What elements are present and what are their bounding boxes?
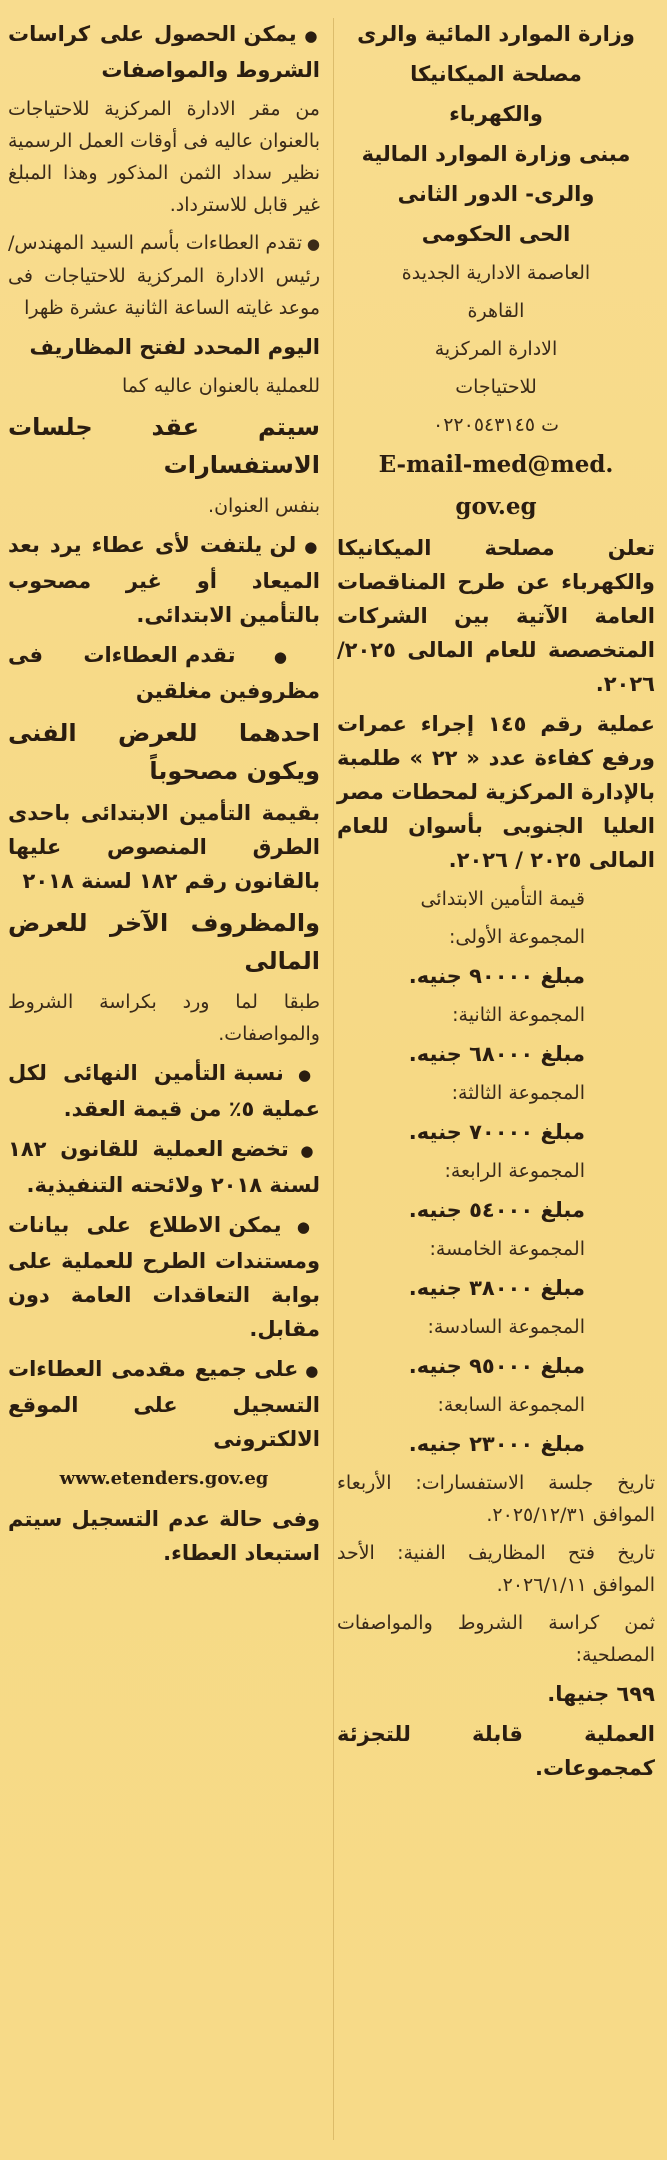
etenders-website: www.etenders.gov.eg <box>59 1468 269 1489</box>
registration-consequence: وفى حالة عدم التسجيل سيتم استبعاد العطاء. <box>8 1507 320 1565</box>
bullet-submit-bids: ● تقدم العطاءات بأسم السيد المهندس/ رئيس الادارة المركزية للاحتياجات فى موعد غايته الساعة الثانية عشرة ظهرا <box>8 224 320 327</box>
bullet-final-insurance: ● نسبة التأمين النهائى لكل عملية ٥٪ من قيمة العقد. <box>8 1053 320 1129</box>
bullet-obtain-booklets: ● يمكن الحصول على كراسات الشروط والمواصفات <box>8 14 320 90</box>
bullet-late-bids: ● لن يلتفت لأى عطاء يرد بعد الميعاد أو غير مصحوب بالتأمين الابتدائى. <box>8 525 320 635</box>
email-line-2: gov.eg <box>455 493 537 520</box>
group-amount: مبلغ ٣٨٠٠٠ جنيه. <box>408 1276 585 1300</box>
group-name: المجموعة الرابعة: <box>444 1160 585 1182</box>
opening-date: تاريخ فتح المظاريف الفنية: الأحد الموافق ٢٠٢٦/١/١١. <box>337 1542 655 1596</box>
booklet-price-label: ثمن كراسة الشروط والمواصفات المصلحية: <box>337 1612 655 1666</box>
group-name: المجموعة الخامسة: <box>429 1238 585 1260</box>
deposit-title: قيمة التأمين الابتدائى <box>420 888 585 910</box>
same-address: بنفس العنوان. <box>208 495 320 517</box>
address-line-2: والرى- الدور الثانى <box>397 182 595 206</box>
bullet-law: ● تخضع العملية للقانون ١٨٢ لسنة ٢٠١٨ ولائحته التنفيذية. <box>8 1129 320 1205</box>
technical-envelope: احدهما للعرض الفنى ويكون مصحوباً <box>8 719 320 785</box>
bullet-two-envelopes: ● تقدم العطاءات فى مظروفين مغلقين <box>8 635 320 711</box>
group-amount: مبلغ ٩٥٠٠٠ جنيه. <box>408 1354 585 1378</box>
right-column <box>337 14 655 1788</box>
central-admin: الادارة المركزية <box>434 338 558 360</box>
announcement: تعلن مصلحة الميكانيكا والكهرباء عن طرح المناقصات العامة الآتية بين الشركات المتخصصة للعام المالى ٢٠٢٥/ ٢٠٢٦. <box>337 536 655 696</box>
financial-envelope-detail: طبقا لما ورد بكراسة الشروط والمواصفات. <box>8 991 320 1045</box>
central-admin-2: للاحتياجات <box>455 376 537 398</box>
operation-description: عملية رقم ١٤٥ إجراء عمرات ورفع كفاءة عدد « ٢٢ » طلمبة بالإدارة المركزية لمحطات مصر العليا الجنوبى بأسوان للعام المالى ٢٠٢٥ / ٢٠٢٦. <box>337 712 655 872</box>
ministry-line-3: والكهرباء <box>449 102 543 126</box>
divisible-note: العملية قابلة للتجزئة كمجموعات. <box>337 1722 655 1780</box>
financial-envelope: والمظروف الآخر للعرض المالى <box>8 909 320 975</box>
bullet-registration: ● على جميع مقدمى العطاءات التسجيل على الموقع الالكترونى <box>8 1349 320 1459</box>
group-name: المجموعة الثانية: <box>452 1004 585 1026</box>
obtain-details: من مقر الادارة المركزية للاحتياجات بالعنوان عاليه فى أوقات العمل الرسمية نظير سداد الثمن المذكور وهذا المبلغ غير قابل للاسترداد. <box>8 98 320 216</box>
group-name: المجموعة الأولى: <box>449 926 585 948</box>
group-amount: مبلغ ٧٠٠٠٠ جنيه. <box>408 1120 585 1144</box>
group-amount: مبلغ ٥٤٠٠٠ جنيه. <box>408 1198 585 1222</box>
cairo: القاهرة <box>467 300 525 322</box>
city: العاصمة الادارية الجديدة <box>401 262 591 284</box>
group-name: المجموعة السابعة: <box>437 1394 585 1416</box>
bullet-portal: ● يمكن الاطلاع على بيانات ومستندات الطرح للعملية على بوابة التعاقدات العامة دون مقابل. <box>8 1205 320 1349</box>
opening-day: اليوم المحدد لفتح المظاريف <box>29 335 320 359</box>
column-divider <box>333 18 334 2140</box>
inquiry-session-date: تاريخ جلسة الاستفسارات: الأربعاء الموافق ٢٠٢٥/١٢/٣١. <box>337 1472 655 1526</box>
email-line-1: E-mail-med@med. <box>378 451 614 478</box>
phone: ت ٠٢٢٠٥٤٣١٤٥ <box>433 414 559 436</box>
group-amount: مبلغ ٦٨٠٠٠ جنيه. <box>408 1042 585 1066</box>
left-column <box>8 14 320 1573</box>
inquiry-sessions: سيتم عقد جلسات الاستفسارات <box>8 413 320 479</box>
address-line-3: الحى الحكومى <box>421 222 571 246</box>
technical-envelope-detail: بقيمة التأمين الابتدائى باحدى الطرق المنصوص عليها بالقانون رقم ١٨٢ لسنة ٢٠١٨ <box>8 801 320 893</box>
address-line-1: مبنى وزارة الموارد المالية <box>361 142 631 166</box>
group-name: المجموعة السادسة: <box>427 1316 585 1338</box>
group-name: المجموعة الثالثة: <box>451 1082 585 1104</box>
group-amount: مبلغ ٩٠٠٠٠ جنيه. <box>408 964 585 988</box>
booklet-price-value: ٦٩٩ جنيها. <box>547 1682 655 1706</box>
groups-list <box>337 918 655 1464</box>
opening-address: للعملية بالعنوان عاليه كما <box>121 375 320 397</box>
ministry-line-2: مصلحة الميكانيكا <box>410 62 582 86</box>
group-amount: مبلغ ٢٣٠٠٠ جنيه. <box>408 1432 585 1456</box>
ministry-line-1: وزارة الموارد المائية والرى <box>357 22 635 46</box>
